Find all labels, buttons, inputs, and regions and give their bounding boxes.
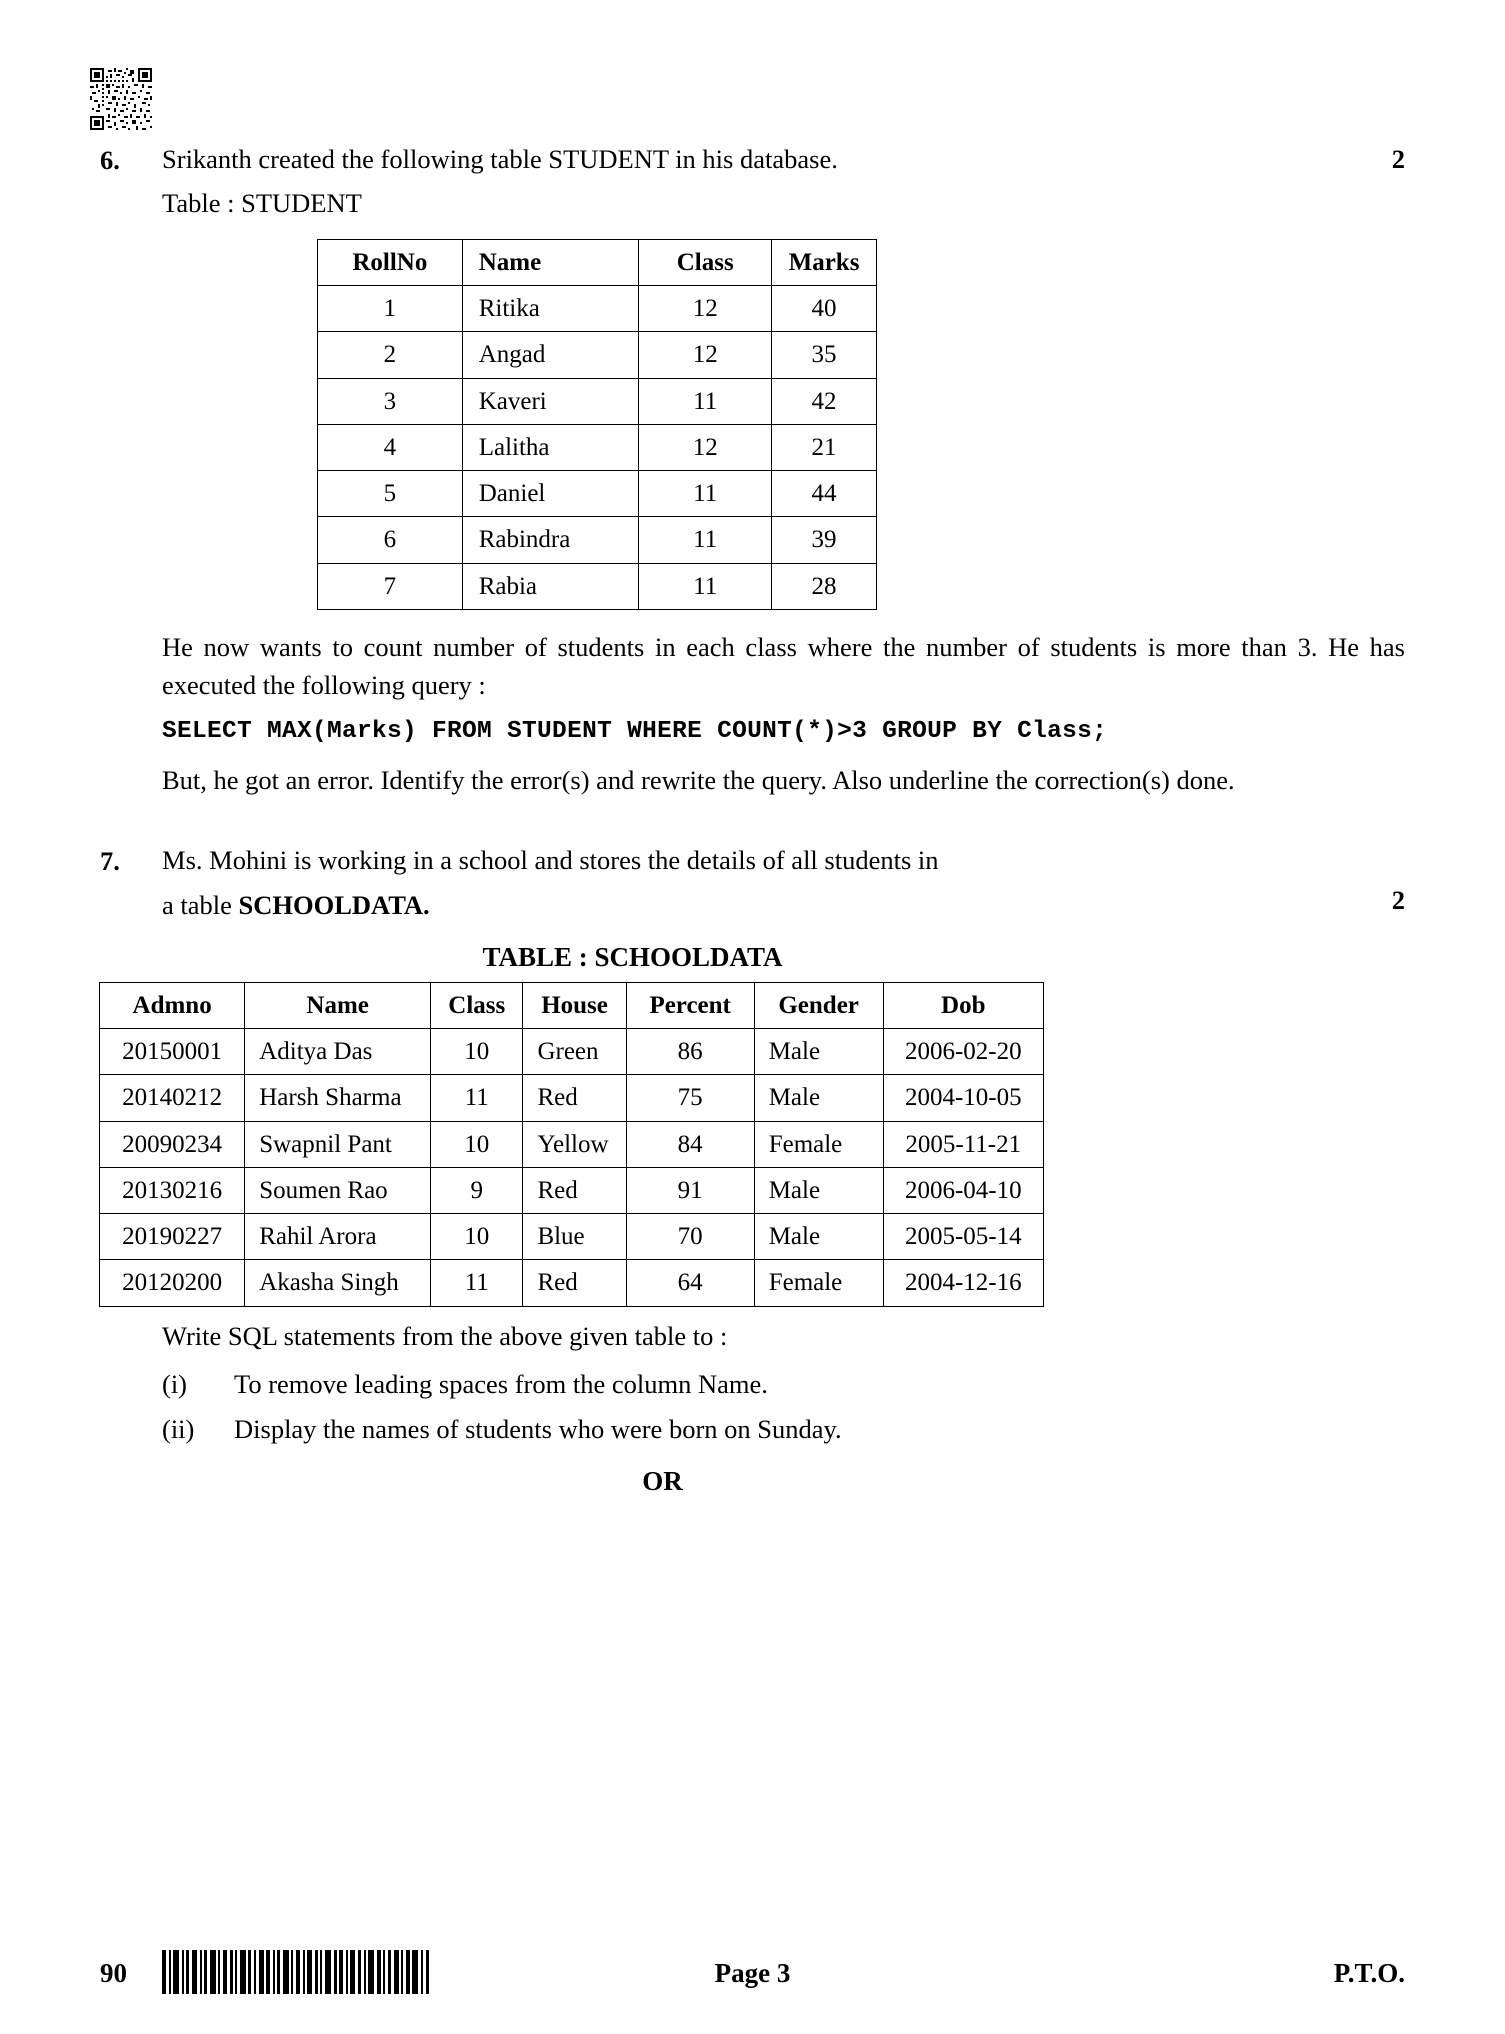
cell-marks: 39	[772, 517, 877, 563]
subitem-marker: (ii)	[162, 1413, 195, 1444]
question-7-subitems	[162, 1365, 1405, 1448]
cell-dob: 2006-04-10	[883, 1167, 1043, 1213]
cell-dob: 2004-10-05	[883, 1075, 1043, 1121]
cell-name: Lalitha	[462, 424, 639, 470]
cell-percent: 91	[626, 1167, 754, 1213]
cell-gender: Male	[754, 1075, 883, 1121]
cell-admno: 20190227	[100, 1214, 245, 1260]
cell-percent: 64	[626, 1260, 754, 1306]
table-row	[318, 332, 877, 378]
cell-rollno: 4	[318, 424, 463, 470]
cell-class: 12	[639, 286, 772, 332]
cell-class: 10	[431, 1029, 523, 1075]
col-header-admno: Admno	[100, 982, 245, 1028]
cell-percent: 75	[626, 1075, 754, 1121]
table-row	[100, 1029, 1044, 1075]
col-header-marks: Marks	[772, 239, 877, 285]
col-header-gender: Gender	[754, 982, 883, 1028]
cell-dob: 2005-11-21	[883, 1121, 1043, 1167]
cell-class: 11	[639, 471, 772, 517]
question-7-intro-line2	[162, 886, 1405, 924]
cell-house: Blue	[523, 1214, 626, 1260]
cell-class: 11	[431, 1260, 523, 1306]
cell-name: Ritika	[462, 286, 639, 332]
cell-house: Red	[523, 1167, 626, 1213]
table-row	[318, 471, 877, 517]
cell-admno: 20140212	[100, 1075, 245, 1121]
question-7-number: 7.	[100, 846, 120, 877]
cell-admno: 20090234	[100, 1121, 245, 1167]
table-row	[100, 1214, 1044, 1260]
cell-class: 11	[431, 1075, 523, 1121]
table-row	[318, 563, 877, 609]
cell-rollno: 6	[318, 517, 463, 563]
question-6-number: 6.	[100, 145, 120, 175]
cell-class: 11	[639, 563, 772, 609]
cell-marks: 21	[772, 424, 877, 470]
cell-dob: 2004-12-16	[883, 1260, 1043, 1306]
cell-name: Soumen Rao	[245, 1167, 431, 1213]
student-table-caption	[162, 184, 1405, 222]
schooldata-table-title: TABLE : SCHOOLDATA	[482, 941, 783, 972]
cell-percent: 70	[626, 1214, 754, 1260]
cell-name: Rahil Arora	[245, 1214, 431, 1260]
cell-class: 9	[431, 1167, 523, 1213]
cell-gender: Female	[754, 1260, 883, 1306]
or-separator: OR	[642, 1465, 683, 1496]
cell-name: Akasha Singh	[245, 1260, 431, 1306]
cell-rollno: 3	[318, 378, 463, 424]
cell-name: Harsh Sharma	[245, 1075, 431, 1121]
schooldata-table	[99, 982, 1044, 1307]
paper-code: 90	[100, 1958, 127, 1988]
cell-admno: 20120200	[100, 1260, 245, 1306]
cell-class: 11	[639, 517, 772, 563]
table-row	[318, 286, 877, 332]
subitem-text: To remove leading spaces from the column Name.	[234, 1369, 768, 1400]
cell-gender: Male	[754, 1214, 883, 1260]
cell-gender: Female	[754, 1121, 883, 1167]
col-header-name: Name	[462, 239, 639, 285]
col-header-house: House	[523, 982, 626, 1028]
student-table	[317, 239, 877, 610]
pto-label: P.T.O.	[1333, 1958, 1405, 1988]
cell-class: 10	[431, 1121, 523, 1167]
cell-marks: 40	[772, 286, 877, 332]
cell-class: 12	[639, 424, 772, 470]
barcode-icon	[162, 1950, 431, 1994]
question-7-intro-prefix: a table	[162, 889, 239, 920]
question-7	[100, 841, 1405, 1497]
subitem-text: Display the names of students who were born on Sunday.	[234, 1413, 842, 1444]
cell-name: Swapnil Pant	[245, 1121, 431, 1167]
col-header-name: Name	[245, 982, 431, 1028]
table-row	[100, 1167, 1044, 1213]
cell-marks: 35	[772, 332, 877, 378]
cell-class: 12	[639, 332, 772, 378]
table-header-row	[318, 239, 877, 285]
col-header-rollno: RollNo	[318, 239, 463, 285]
cell-name: Daniel	[462, 471, 639, 517]
cell-admno: 20150001	[100, 1029, 245, 1075]
cell-marks: 42	[772, 378, 877, 424]
col-header-class: Class	[639, 239, 772, 285]
table-row	[318, 424, 877, 470]
question-6	[100, 140, 1405, 799]
question-7-marks: 2	[1391, 885, 1405, 916]
cell-marks: 28	[772, 563, 877, 609]
table-header-row	[100, 982, 1044, 1028]
cell-rollno: 5	[318, 471, 463, 517]
page-number: Page 3	[714, 1958, 791, 1988]
cell-percent: 84	[626, 1121, 754, 1167]
question-6-paragraph: He now wants to count number of students in each class where the number of students is more than 3. He has executed the following query :	[162, 631, 1405, 701]
col-header-percent: Percent	[626, 982, 754, 1028]
list-item	[162, 1410, 1405, 1448]
question-7-intro-line1: Ms. Mohini is working in a school and stores the details of all students in	[162, 845, 939, 876]
question-7-instruction: Write SQL statements from the above given table to :	[162, 1320, 728, 1351]
table-row	[318, 517, 877, 563]
cell-house: Yellow	[523, 1121, 626, 1167]
col-header-dob: Dob	[883, 982, 1043, 1028]
cell-rollno: 1	[318, 286, 463, 332]
cell-house: Green	[523, 1029, 626, 1075]
cell-class: 11	[639, 378, 772, 424]
table-row	[318, 378, 877, 424]
cell-name: Rabia	[462, 563, 639, 609]
question-6-marks: 2	[1391, 144, 1405, 174]
question-7-table-name: SCHOOLDATA.	[238, 889, 430, 920]
question-6-paragraph-end: But, he got an error. Identify the error(s) and rewrite the query. Also underline the correction(s) done.	[162, 764, 1235, 795]
cell-name: Angad	[462, 332, 639, 378]
cell-dob: 2005-05-14	[883, 1214, 1043, 1260]
question-6-intro: Srikanth created the following table STUDENT in his database.	[162, 144, 838, 174]
cell-admno: 20130216	[100, 1167, 245, 1213]
page-footer	[0, 1914, 1505, 2034]
table-row	[100, 1075, 1044, 1121]
cell-name: Aditya Das	[245, 1029, 431, 1075]
cell-house: Red	[523, 1260, 626, 1306]
cell-name: Rabindra	[462, 517, 639, 563]
student-table-caption-prefix: Table :	[162, 188, 242, 219]
cell-rollno: 2	[318, 332, 463, 378]
cell-house: Red	[523, 1075, 626, 1121]
cell-gender: Male	[754, 1029, 883, 1075]
cell-dob: 2006-02-20	[883, 1029, 1043, 1075]
col-header-class: Class	[431, 982, 523, 1028]
subitem-marker: (i)	[162, 1369, 188, 1400]
student-table-caption-name: STUDENT	[241, 188, 362, 219]
cell-marks: 44	[772, 471, 877, 517]
table-row	[100, 1121, 1044, 1167]
cell-percent: 86	[626, 1029, 754, 1075]
cell-gender: Male	[754, 1167, 883, 1213]
cell-name: Kaveri	[462, 378, 639, 424]
student-table-wrapper	[317, 239, 1405, 610]
schooldata-table-wrapper	[99, 982, 1405, 1307]
list-item	[162, 1365, 1405, 1403]
question-6-sql-query: SELECT MAX(Marks) FROM STUDENT WHERE COUNT(*)>3 GROUP BY Class;	[162, 717, 1108, 745]
table-row	[100, 1260, 1044, 1306]
cell-class: 10	[431, 1214, 523, 1260]
cell-rollno: 7	[318, 563, 463, 609]
